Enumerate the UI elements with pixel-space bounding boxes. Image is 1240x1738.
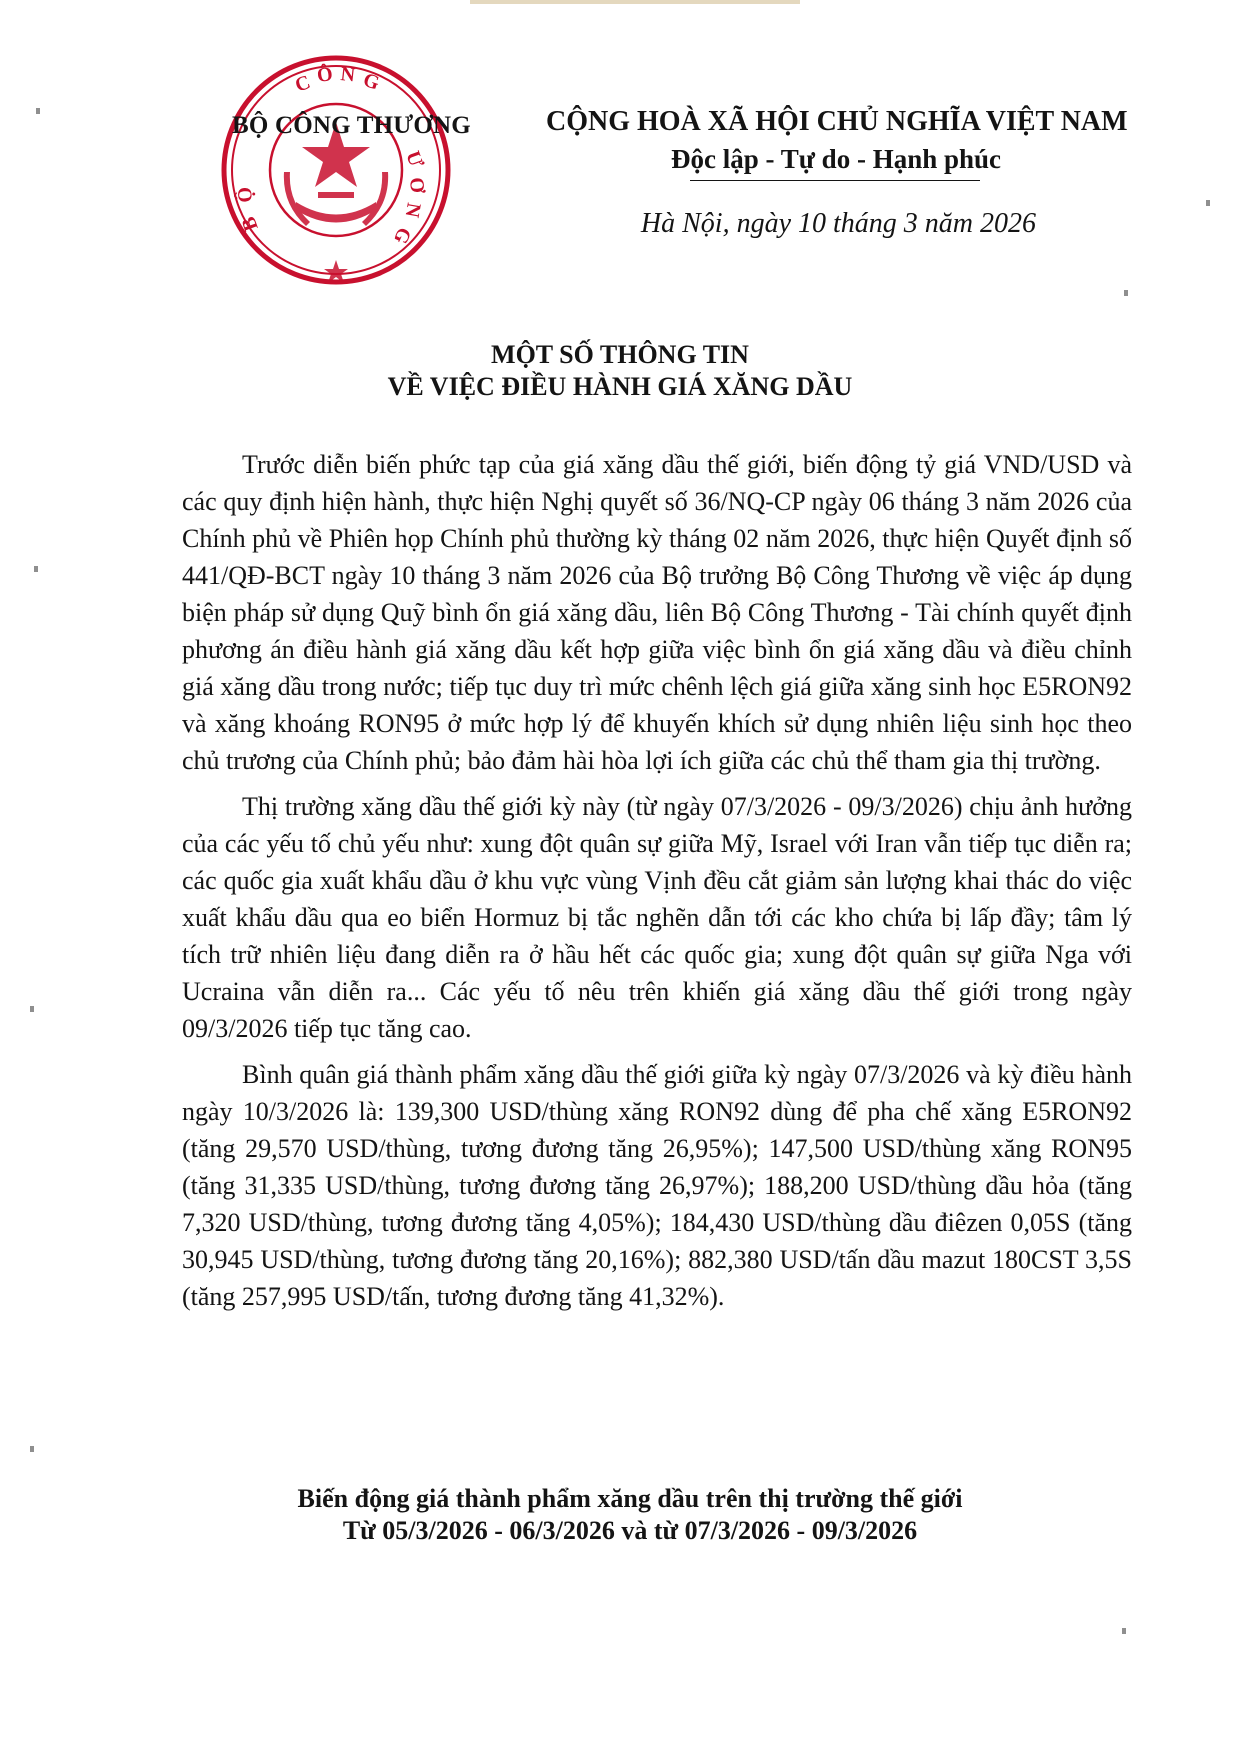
document-title-line-1: MỘT SỐ THÔNG TIN (491, 340, 749, 369)
document-title-line-2: VỀ VIỆC ĐIỀU HÀNH GIÁ XĂNG DẦU (387, 372, 853, 401)
scan-edge-mark (470, 0, 800, 4)
paragraph-context: Trước diễn biến phức tạp của giá xăng dầu thế giới, biến động tỷ giá VND/USD và các quy định hiện hành, thực hiện Nghị quyết số 36/NQ-CP ngày 06 tháng 3 năm 2026 của Chính phủ về Phiên họp Chính phủ thường kỳ tháng 02 năm 2026, thực hiện Quyết định số 441/QĐ-BCT ngày 10 tháng 3 năm 2026 của Bộ trưởng Bộ Công Thương về việc áp dụng biện pháp sử dụng Quỹ bình ổn giá xăng dầu, liên Bộ Công Thương - Tài chính quyết định phương án điều hành giá xăng dầu kết hợp giữa việc bình ổn giá xăng dầu và điều chỉnh giá xăng dầu trong nước; tiếp tục duy trì mức chênh lệch giá giữa xăng sinh học E5RON92 và xăng khoáng RON95 ở mức hợp lý để khuyến khích sử dụng nhiên liệu sinh học theo chủ trương của Chính phủ; bảo đảm hài hòa lợi ích giữa các chủ thể tham gia thị trường. (182, 450, 1132, 775)
national-motto: Độc lập - Tự do - Hạnh phúc (670, 144, 1002, 174)
svg-text:Ô: Ô (315, 62, 335, 87)
motto-underline (690, 180, 980, 181)
document-body (182, 446, 1132, 1324)
svg-text:Ơ: Ơ (405, 176, 429, 194)
paragraph-market: Thị trường xăng dầu thế giới kỳ này (từ ngày 07/3/2026 - 09/3/2026) chịu ảnh hưởng của các yếu tố chủ yếu như: xung đột quân sự giữa Mỹ, Israel với Iran vẫn tiếp tục diễn ra; các quốc gia xuất khẩu dầu ở khu vực vùng Vịnh đều cắt giảm sản lượng khai thác do việc xuất khẩu dầu qua eo biển Hormuz bị tắc nghẽn dẫn tới các kho chứa bị lấp đầy; tâm lý tích trữ nhiên liệu đang diễn ra ở hầu hết các quốc gia; xung đột quân sự giữa Nga với Ucraina vẫn diễn ra... Các yếu tố nêu trên khiến giá xăng dầu thế giới trong ngày 09/3/2026 tiếp tục tăng cao. (182, 792, 1132, 1043)
place-and-date: Hà Nội, ngày 10 tháng 3 năm 2026 (640, 208, 1036, 239)
svg-text:C: C (292, 71, 314, 97)
scan-speck (1122, 1628, 1126, 1634)
scan-speck (1206, 200, 1210, 206)
section-heading-line-1: Biến động giá thành phẩm xăng dầu trên thị trường thế giới (297, 1484, 963, 1513)
scan-speck (30, 1006, 34, 1012)
svg-text:Ư: Ư (401, 148, 428, 171)
svg-text:Ộ: Ộ (233, 186, 257, 204)
ministry-name: BỘ CÔNG THƯƠNG (232, 112, 471, 139)
section-heading-line-2: Từ 05/3/2026 - 06/3/2026 và từ 07/3/2026 - 09/3/2026 (342, 1516, 918, 1545)
scan-speck (34, 566, 38, 572)
paragraph-prices: Bình quân giá thành phẩm xăng dầu thế giới giữa kỳ ngày 07/3/2026 và kỳ điều hành ngày 10/3/2026 là: 139,300 USD/thùng xăng RON92 dùng để pha chế xăng E5RON92 (tăng 29,570 USD/thùng, tương đương tăng 26,95%); 147,500 USD/thùng xăng RON95 (tăng 31,335 USD/thùng, tương đương tăng 26,97%); 188,200 USD/thùng dầu hỏa (tăng 7,320 USD/thùng, tương đương tăng 4,05%); 184,430 USD/thùng dầu điêzen 0,05S (tăng 30,945 USD/thùng, tương đương tăng 20,16%); 882,380 USD/tấn dầu mazut 180CST 3,5S (tăng 257,995 USD/tấn, tương đương tăng 41,32%). (182, 1060, 1132, 1311)
scan-speck (1124, 290, 1128, 296)
svg-text:N: N (339, 63, 357, 87)
svg-text:B: B (237, 213, 263, 234)
scan-speck (36, 108, 40, 114)
svg-text:G: G (388, 223, 416, 248)
svg-text:G: G (360, 68, 383, 95)
nation-name: CỘNG HOÀ XÃ HỘI CHỦ NGHĨA VIỆT NAM (546, 106, 1128, 137)
official-seal-icon (218, 52, 454, 288)
scan-speck (30, 1446, 34, 1452)
svg-text:N: N (400, 201, 425, 220)
